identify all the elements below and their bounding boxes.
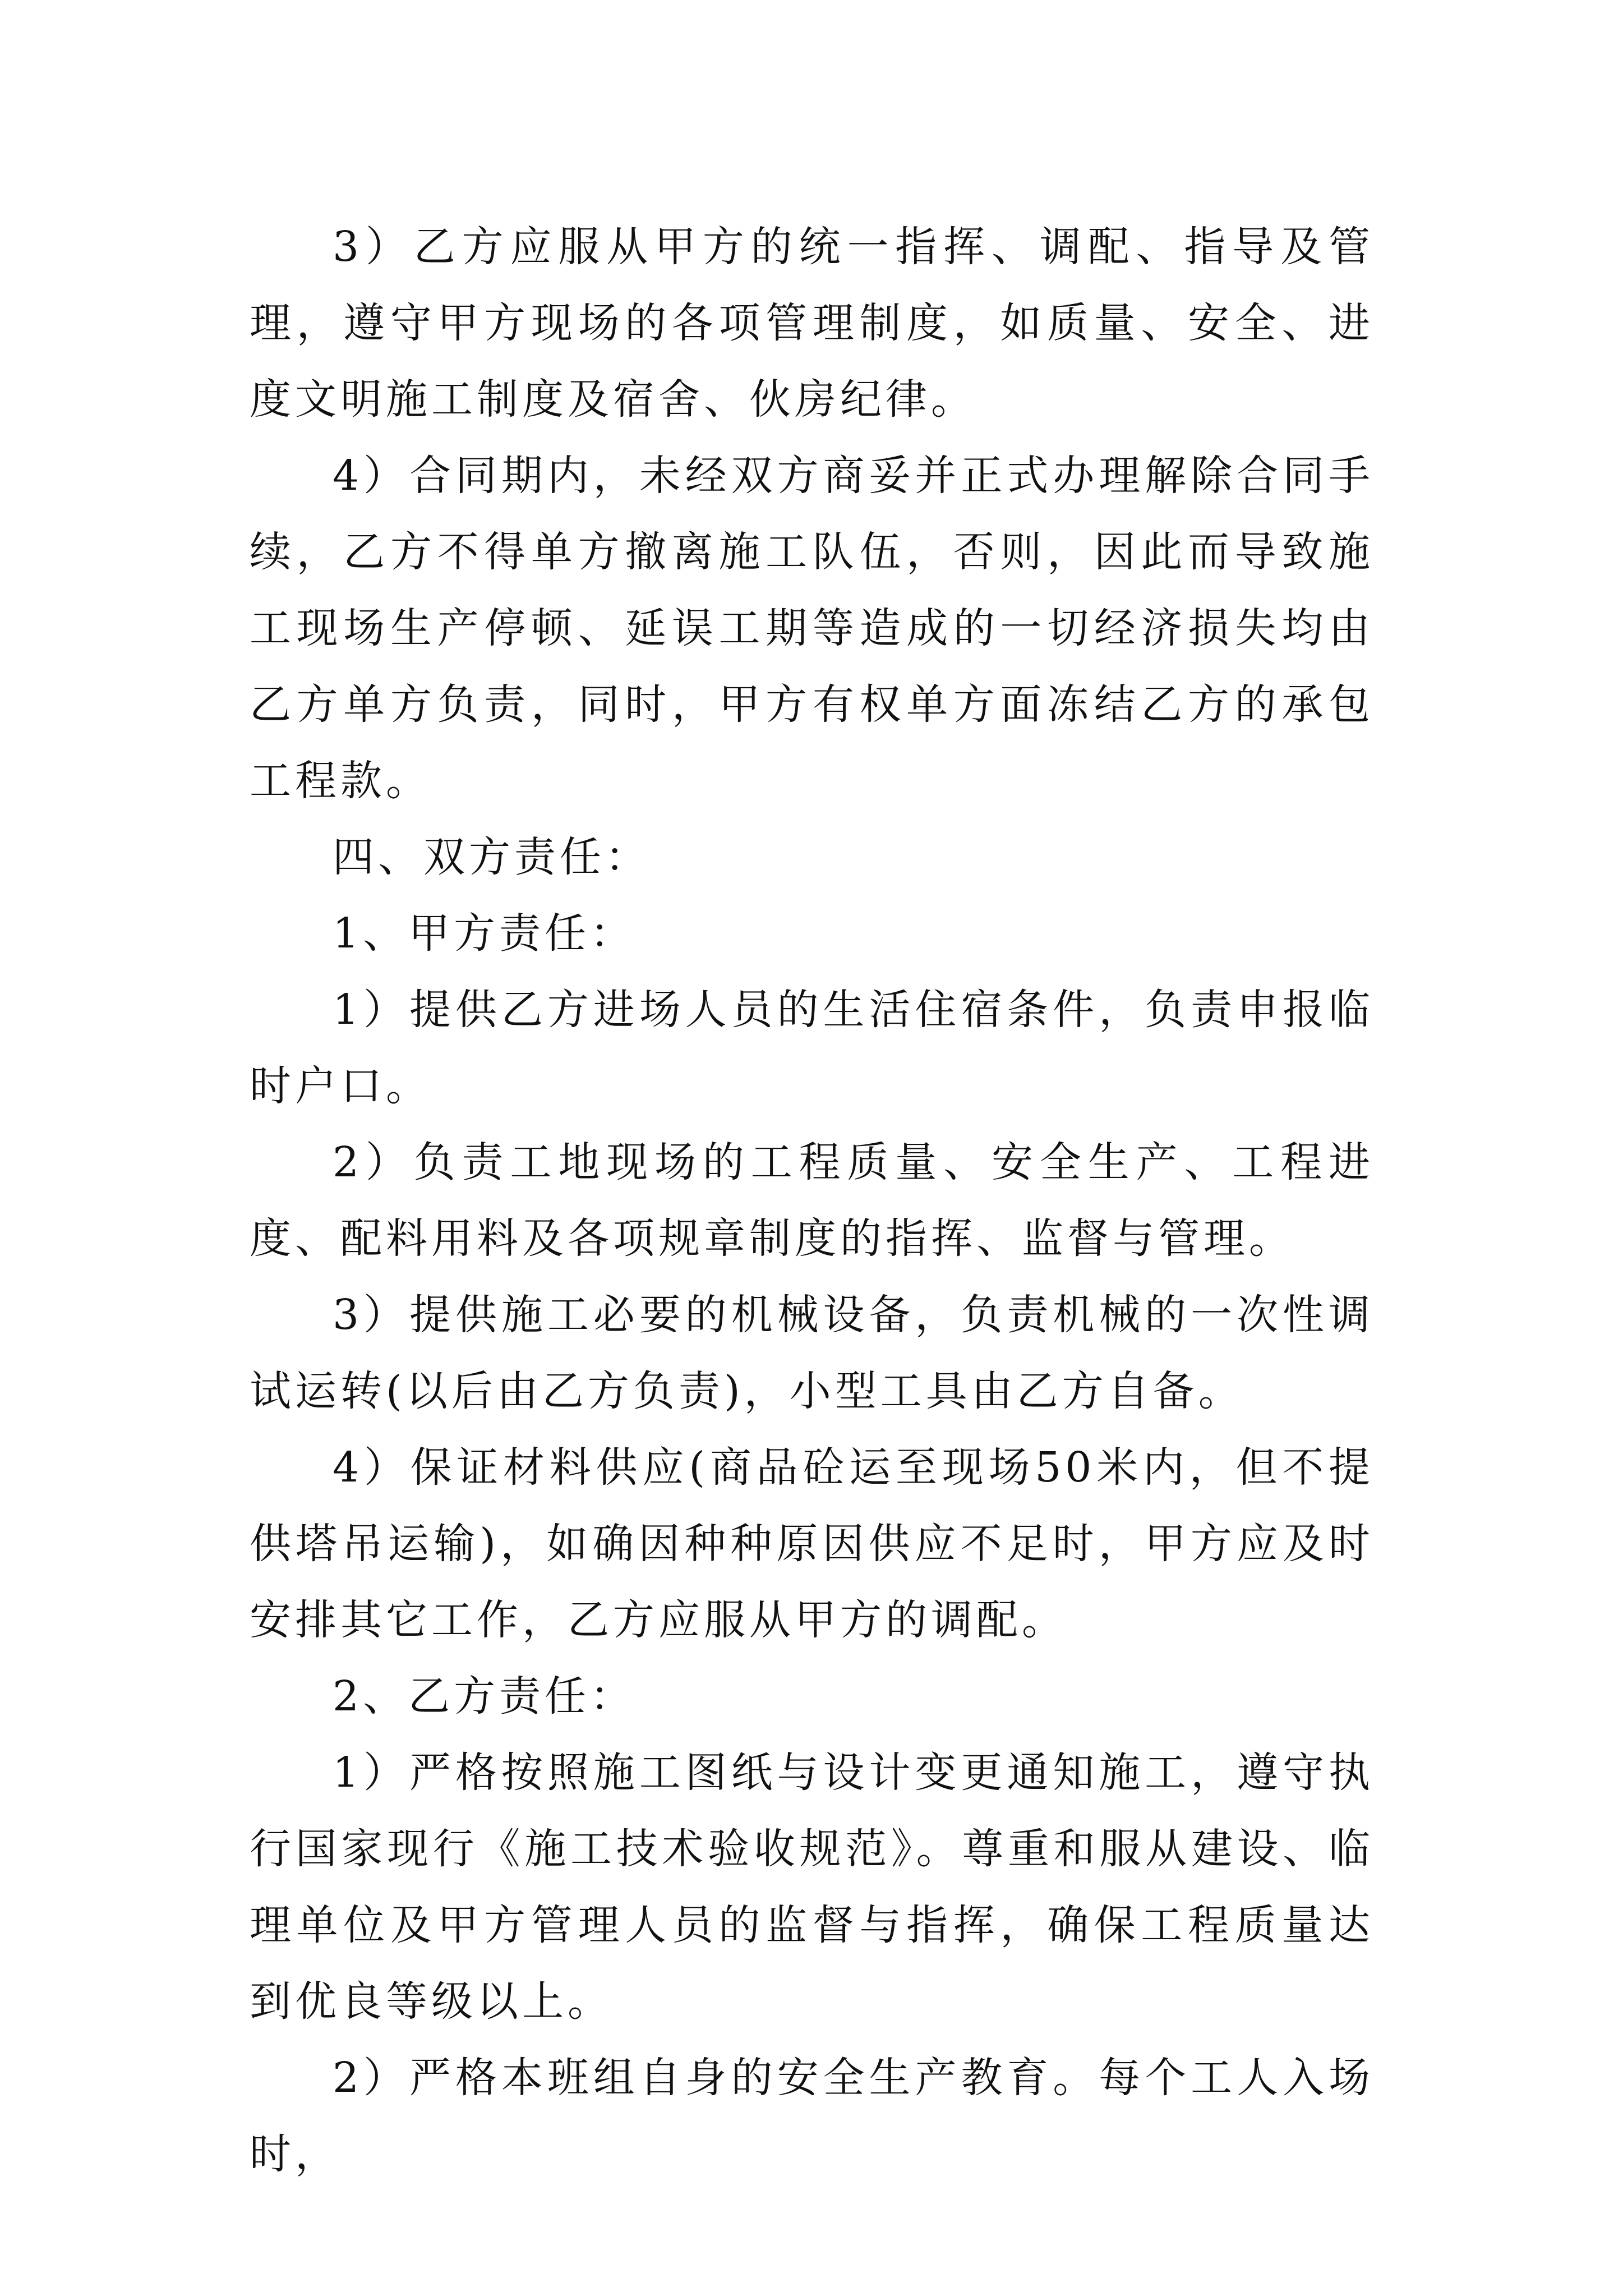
party-b-item-2: 2）严格本班组自身的安全生产教育。每个工人入场时， (250, 2054, 1374, 2178)
subheading-party-b-responsibilities: 2、乙方责任： (333, 1672, 636, 1720)
clause-4-no-unilateral-withdrawal: 4）合同期内，未经双方商妥并正式办理解除合同手续，乙方不得单方撤离施工队伍，否则，因此而导致施工现场生产停顿、延误工期等造成的一切经济损失均由乙方单方负责，同时，甲方有权单方面冻结乙方的承包工程款。 (250, 452, 1374, 805)
section-heading-responsibilities: 四、双方责任： (333, 833, 651, 881)
party-a-item-3: 3）提供施工必要的机械设备，负责机械的一次性调试运转(以后由乙方负责)，小型工具由乙方自备。 (250, 1291, 1374, 1415)
document-page (250, 209, 1374, 2192)
party-a-item-2: 2）负责工地现场的工程质量、安全生产、工程进度、配料用料及各项规章制度的指挥、监督与管理。 (250, 1138, 1374, 1263)
party-a-item-1: 1）提供乙方进场人员的生活住宿条件，负责申报临时户口。 (250, 986, 1374, 1110)
party-a-item-4: 4）保证材料供应(商品砼运至现场50米内，但不提供塔吊运输)，如确因种种原因供应不足时，甲方应及时安排其它工作，乙方应服从甲方的调配。 (250, 1443, 1374, 1644)
clause-3-obey-management: 3）乙方应服从甲方的统一指挥、调配、指导及管理，遵守甲方现场的各项管理制度，如质量、安全、进度文明施工制度及宿舍、伙房纪律。 (250, 223, 1374, 424)
subheading-party-a-responsibilities: 1、甲方责任： (333, 909, 636, 958)
party-b-item-1: 1）严格按照施工图纸与设计变更通知施工，遵守执行国家现行《施工技术验收规范》。尊重和服从建设、临理单位及甲方管理人员的监督与指挥，确保工程质量达到优良等级以上。 (250, 1749, 1374, 2026)
